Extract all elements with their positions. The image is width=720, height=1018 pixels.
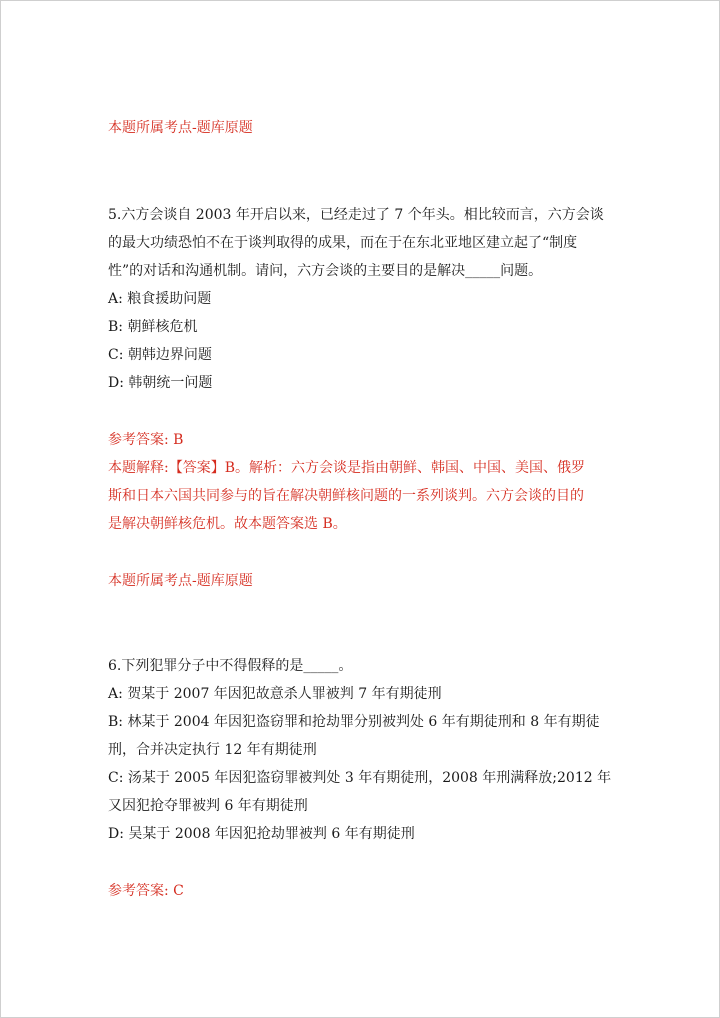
option-a: A: 贺某于 2007 年因犯故意杀人罪被判 7 年有期徒刑 [108, 686, 442, 702]
explanation-line: 斯和日本六国共同参与的旨在解决朝鲜核问题的一系列谈判。六方会谈的目的 [108, 488, 584, 504]
question-stem-line: 6.下列犯罪分子中不得假释的是_____。 [108, 658, 353, 674]
reference-answer: 参考答案: B [108, 432, 184, 448]
option-d: D: 韩朝统一问题 [108, 375, 213, 391]
option-c: C: 汤某于 2005 年因犯盗窃罪被判处 3 年有期徒刑，2008 年刑满释放;2012 年 [108, 770, 612, 786]
explanation-line: 本题解释:【答案】B。解析：六方会谈是指由朝鲜、韩国、中国、美国、俄罗 [108, 460, 586, 476]
question-stem-line: 的最大功绩恐怕不在于谈判取得的成果，而在于在东北亚地区建立起了“制度 [108, 235, 578, 251]
option-a: A: 粮食援助问题 [108, 291, 212, 307]
source-label: 本题所属考点-题库原题 [108, 573, 253, 589]
question-stem-line: 5.六方会谈自 2003 年开启以来，已经走过了 7 个年头。相比较而言，六方会谈 [108, 207, 604, 223]
question-stem-line: 性”的对话和沟通机制。请问，六方会谈的主要目的是解决_____问题。 [108, 263, 543, 279]
option-b-continued: 刑，合并决定执行 12 年有期徒刑 [108, 742, 317, 758]
reference-answer: 参考答案: C [108, 883, 184, 899]
explanation-line: 是解决朝鲜核危机。故本题答案选 B。 [108, 516, 347, 532]
option-c-continued: 又因犯抢夺罪被判 6 年有期徒刑 [108, 798, 308, 814]
source-label: 本题所属考点-题库原题 [108, 120, 253, 136]
option-d: D: 吴某于 2008 年因犯抢劫罪被判 6 年有期徒刑 [108, 826, 415, 842]
option-c: C: 朝韩边界问题 [108, 347, 212, 363]
option-b: B: 朝鲜核危机 [108, 319, 198, 335]
option-b: B: 林某于 2004 年因犯盗窃罪和抢劫罪分别被判处 6 年有期徒刑和 8 年有期徒 [108, 714, 600, 730]
